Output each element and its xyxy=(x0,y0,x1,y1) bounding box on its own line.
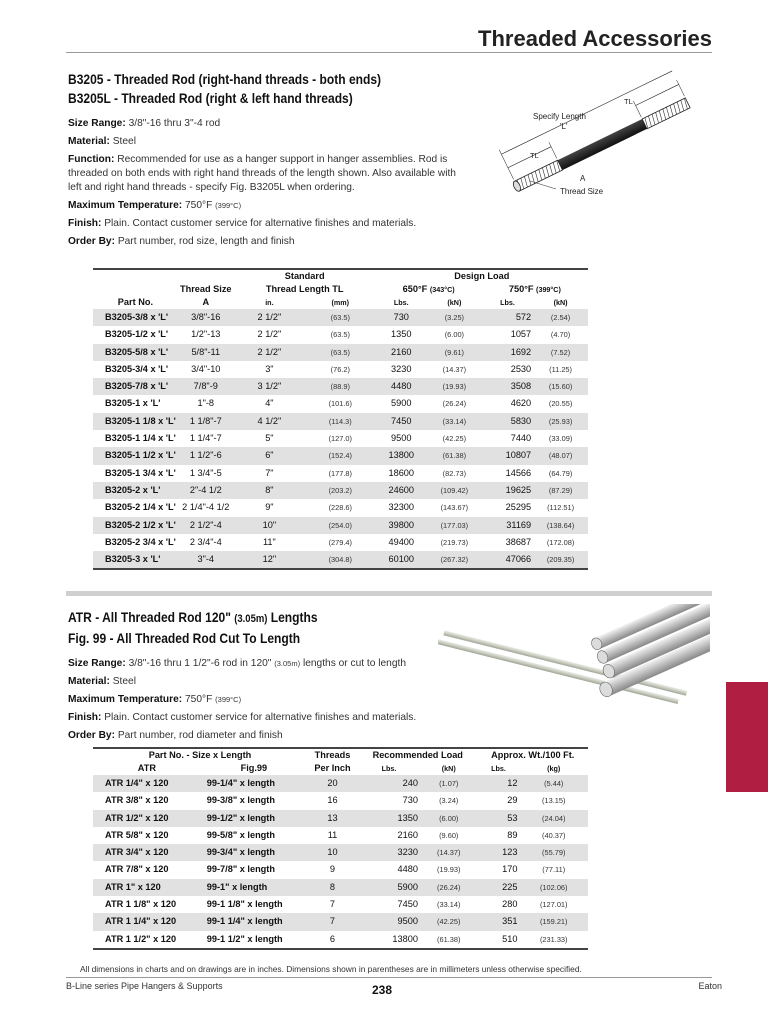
threads-header: Threads xyxy=(314,750,351,760)
weight-kg-cell: (24.04) xyxy=(519,810,588,827)
table-row xyxy=(93,326,588,343)
kn-750-header: (kN) xyxy=(553,298,568,307)
max-temp-spec: Maximum Temperature: 750°F (399°C) xyxy=(68,200,242,212)
thread-size-cell: 2 1/4"-4 1/2 xyxy=(182,502,230,513)
section2-title xyxy=(68,608,318,648)
load-750-kn-cell: (87.29) xyxy=(533,482,588,499)
footer-brand: Eaton xyxy=(698,981,722,991)
rec-load-kn-cell: (33.14) xyxy=(437,900,461,910)
table-row xyxy=(93,309,588,326)
part-number-cell: B3205-3/8 x 'L' xyxy=(93,309,178,326)
threaded-rod-diagram xyxy=(478,68,710,208)
fig99-part-cell: 99-1 1/2" x length xyxy=(206,933,283,944)
table-row xyxy=(93,378,588,395)
rec-load-kn-cell: (26.24) xyxy=(420,879,478,896)
weight-kg-cell: (13.15) xyxy=(542,796,566,806)
weight-kg-cell: (55.79) xyxy=(519,844,588,861)
table-row xyxy=(93,499,588,516)
atr-part-cell: ATR 1 1/4" x 120 xyxy=(93,913,201,930)
weight-lbs-cell: 12 xyxy=(478,775,520,792)
load-750-lbs-cell: 14566 xyxy=(505,467,532,478)
table-row xyxy=(93,861,588,878)
threads-per-inch-cell: 20 xyxy=(307,775,358,792)
rec-load-lbs-cell: 730 xyxy=(402,795,418,806)
load-650-lbs-cell: 18600 xyxy=(388,467,415,478)
weight-lbs-cell: 123 xyxy=(478,844,520,861)
approx-wt-header: Approx. Wt./100 Ft. xyxy=(491,750,575,760)
weight-kg-cell: (127.01) xyxy=(539,900,568,910)
tl-label-left: TL xyxy=(530,151,539,160)
rec-load-lbs-cell: 9500 xyxy=(358,913,420,930)
rec-load-lbs-cell: 240 xyxy=(358,775,420,792)
load-750-lbs-cell: 4620 xyxy=(510,398,532,409)
part-number-cell: B3205-2 x 'L' xyxy=(93,482,178,499)
threaded-rod-table-body xyxy=(93,309,588,569)
load-750-kn-cell: (33.09) xyxy=(548,434,573,444)
load-750-kn-cell: (64.79) xyxy=(548,468,573,478)
load-650-kn-cell: (9.61) xyxy=(427,344,482,361)
atr-max-temp-spec: Maximum Temperature: 750°F (399°C) xyxy=(68,694,242,705)
atr-material-spec: Material: Steel xyxy=(68,676,136,687)
page-title: Threaded Accessories xyxy=(478,26,712,51)
table-row xyxy=(93,482,588,499)
thread-length-in-cell: 10" xyxy=(234,517,305,534)
thread-length-mm-cell: (63.5) xyxy=(330,330,350,340)
part-number-cell: B3205-1 1/2 x 'L' xyxy=(93,447,178,464)
section1-title-line1: B3205 - Threaded Rod (right-hand threads - both ends) xyxy=(68,71,382,87)
threads-per-inch-cell: 8 xyxy=(307,879,358,896)
dimensions-footnote: All dimensions in charts and on drawings are in inches. Dimensions shown in parentheses are in millimeters unless otherwise specified. xyxy=(80,964,582,974)
table-row xyxy=(93,551,588,569)
load-650-kn-cell: (26.24) xyxy=(442,399,467,409)
load-650-lbs-cell: 3230 xyxy=(391,363,412,374)
load-750-kn-cell: (7.52) xyxy=(533,344,588,361)
table-row xyxy=(93,395,588,412)
load-750-lbs-cell: 31169 xyxy=(482,517,533,534)
rec-load-lbs-cell: 7450 xyxy=(397,899,418,910)
section1-specs xyxy=(68,117,458,253)
part-size-header: Part No. - Size x Length xyxy=(148,750,252,760)
thread-length-mm-cell: (279.4) xyxy=(328,537,352,547)
part-number-cell: B3205-1 1/8 x 'L' xyxy=(93,413,178,430)
thread-length-header: Thread Length TL xyxy=(265,284,344,294)
a-header: A xyxy=(202,297,210,307)
atr-part-cell: ATR 1 1/8" x 120 xyxy=(105,899,177,910)
load-650-kn-cell: (61.38) xyxy=(427,447,482,464)
standard-header: Standard xyxy=(284,271,325,281)
atr-header: ATR xyxy=(137,763,156,773)
table-row xyxy=(93,792,588,809)
part-no-header: Part No. xyxy=(117,297,153,307)
load-750-kn-cell: (138.64) xyxy=(533,517,588,534)
thread-size-cell: 3/4"-10 xyxy=(191,363,221,374)
load-650-lbs-cell: 49400 xyxy=(388,536,415,547)
thread-length-in-cell: 4" xyxy=(265,398,274,409)
rec-load-lbs-cell: 13800 xyxy=(392,933,418,944)
thread-length-mm-cell: (76.2) xyxy=(330,364,350,374)
fig99-part-cell: 99-1 1/8" x length xyxy=(206,899,283,910)
rec-load-header: Recommended Load xyxy=(372,750,463,760)
part-number-cell: B3205-5/8 x 'L' xyxy=(93,344,178,361)
load-750-kn-cell: (20.55) xyxy=(548,399,573,409)
load-750-lbs-cell: 47066 xyxy=(482,551,533,569)
table-row xyxy=(93,931,588,949)
fig99-part-cell: 99-1/2" x length xyxy=(201,810,307,827)
weight-lbs-cell: 280 xyxy=(502,899,518,910)
table-row xyxy=(93,344,588,361)
atr-part-cell: ATR 3/4" x 120 xyxy=(93,844,201,861)
load-650-lbs-cell: 60100 xyxy=(376,551,427,569)
thread-length-mm-cell: (127.0) xyxy=(328,434,352,444)
thread-length-in-cell: 4 1/2" xyxy=(234,413,305,430)
table-row xyxy=(93,827,588,844)
size-range-spec: Size Range: 3/8"-16 thru 3"-4 rod xyxy=(68,118,221,129)
load-650-lbs-cell: 39800 xyxy=(376,517,427,534)
all-threaded-rod-table-body xyxy=(93,775,588,949)
rec-load-kn-cell: (14.37) xyxy=(420,844,478,861)
function-spec: Function: Recommended for use as a hanger support in hanger assemblies. Rod is threaded on both ends with right hand threads of the length shown. Also available with left and right hand threads - specify Fig. B3205L when ordering. xyxy=(68,154,456,194)
table-row xyxy=(93,896,588,913)
thread-length-mm-cell: (228.6) xyxy=(328,503,352,513)
load-750-lbs-cell: 25295 xyxy=(505,502,532,513)
part-number-cell: B3205-2 1/4 x 'L' xyxy=(105,502,176,513)
wt-lbs-header: Lbs. xyxy=(491,764,506,773)
thread-length-in-cell: 2 1/2" xyxy=(234,309,305,326)
thread-length-in-cell: 12" xyxy=(234,551,305,569)
thread-size-cell: 3"-4 xyxy=(178,551,234,569)
load-750-kn-cell: (2.54) xyxy=(533,309,588,326)
thread-size-cell: 1 3/4"-5 xyxy=(189,467,222,478)
atr-part-cell: ATR 7/8" x 120 xyxy=(105,864,169,875)
load-750-lbs-cell: 1692 xyxy=(482,344,533,361)
thread-length-mm-cell: (88.9) xyxy=(305,378,376,395)
thread-length-in-cell: 11" xyxy=(262,536,276,547)
load-650-lbs-cell: 24600 xyxy=(376,482,427,499)
thread-size-cell: 5/8"-11 xyxy=(178,344,234,361)
thread-length-in-cell: 5" xyxy=(265,433,274,444)
thread-size-cell: 1"-8 xyxy=(197,398,215,409)
thread-length-mm-cell: (152.4) xyxy=(305,447,376,464)
load-750-kn-cell: (48.07) xyxy=(533,447,588,464)
table-row xyxy=(93,844,588,861)
thread-size-header: Thread Size xyxy=(179,284,232,294)
threads-per-inch-cell: 7 xyxy=(307,913,358,930)
weight-kg-cell: (102.06) xyxy=(519,879,588,896)
thread-size-cell: 2 3/4"-4 xyxy=(189,536,222,547)
load-750-kn-cell: (15.60) xyxy=(533,378,588,395)
lbs-header: Lbs. xyxy=(381,764,397,773)
load-650-lbs-cell: 13800 xyxy=(376,447,427,464)
threads-per-inch-cell: 10 xyxy=(307,844,358,861)
load-650-kn-cell: (42.25) xyxy=(442,434,467,444)
rec-load-kn-cell: (19.93) xyxy=(437,865,461,875)
atr-part-cell: ATR 3/8" x 120 xyxy=(105,795,169,806)
load-750-lbs-cell: 38687 xyxy=(505,536,532,547)
load-650-kn-cell: (19.93) xyxy=(427,378,482,395)
threads-per-inch-cell: 9 xyxy=(329,864,336,875)
fig99-part-cell: 99-1" x length xyxy=(201,879,307,896)
section1-title-line2: B3205L - Threaded Rod (right & left hand threads) xyxy=(68,90,353,106)
table-row xyxy=(93,413,588,430)
weight-lbs-cell: 351 xyxy=(478,913,520,930)
fig99-part-cell: 99-1/4" x length xyxy=(201,775,307,792)
table-row xyxy=(93,465,588,482)
fig99-part-cell: 99-3/4" x length xyxy=(201,844,307,861)
weight-kg-cell: (5.44) xyxy=(519,775,588,792)
load-650-kn-cell: (14.37) xyxy=(442,364,467,374)
thread-length-in-cell: 2 1/2" xyxy=(257,329,282,340)
weight-kg-cell: (159.21) xyxy=(519,913,588,930)
in-header: in. xyxy=(265,298,274,307)
thread-size-cell: 2 1/2"-4 xyxy=(178,517,234,534)
table-row xyxy=(93,361,588,378)
thread-length-mm-cell: (254.0) xyxy=(305,517,376,534)
footer-divider xyxy=(66,977,712,978)
load-750-kn-cell: (112.51) xyxy=(547,503,575,513)
load-750-kn-cell: (172.08) xyxy=(546,537,575,547)
rec-load-lbs-cell: 5900 xyxy=(358,879,420,896)
weight-kg-cell: (40.37) xyxy=(542,830,566,840)
load-650-lbs-cell: 5900 xyxy=(391,398,412,409)
thread-length-mm-cell: (114.3) xyxy=(305,413,376,430)
thread-length-mm-cell: (304.8) xyxy=(305,551,376,569)
rec-load-lbs-cell: 4480 xyxy=(397,864,418,875)
specify-length-label-2: 'L' xyxy=(560,122,568,131)
part-number-cell: B3205-3/4 x 'L' xyxy=(105,363,169,374)
design-load-header: Design Load xyxy=(454,271,510,281)
a-label: A xyxy=(580,174,586,183)
specify-length-label-1: Specify Length xyxy=(533,112,586,121)
thread-length-in-cell: 8" xyxy=(234,482,305,499)
rec-load-kn-cell: (3.24) xyxy=(439,796,459,806)
thread-size-label: Thread Size xyxy=(560,187,604,196)
load-750-kn-cell: (11.25) xyxy=(549,364,573,374)
all-threaded-rod-table xyxy=(93,747,588,950)
part-number-cell: B3205-1 1/4 x 'L' xyxy=(105,433,176,444)
thread-length-in-cell: 6" xyxy=(234,447,305,464)
thread-length-in-cell: 9" xyxy=(265,502,274,513)
thread-length-in-cell: 3" xyxy=(265,363,274,374)
section-separator xyxy=(66,591,712,596)
thread-length-mm-cell: (177.8) xyxy=(328,468,352,478)
thread-size-cell: 1/2"-13 xyxy=(191,329,221,340)
page-number: 238 xyxy=(372,983,393,997)
load-750-lbs-cell: 19625 xyxy=(482,482,533,499)
load-650-kn-cell: (6.00) xyxy=(444,330,465,340)
fig99-part-cell: 99-7/8" x length xyxy=(206,864,275,875)
load-750-lbs-cell: 3508 xyxy=(482,378,533,395)
rec-load-kn-cell: (1.07) xyxy=(420,775,478,792)
section2-specs xyxy=(68,657,448,747)
weight-lbs-cell: 29 xyxy=(507,795,518,806)
lbs-750-header: Lbs. xyxy=(500,298,515,307)
load-650-kn-cell: (267.32) xyxy=(427,551,482,569)
load-750-kn-cell: (4.70) xyxy=(550,330,571,340)
load-650-kn-cell: (82.73) xyxy=(442,468,467,478)
part-number-cell: B3205-1/2 x 'L' xyxy=(105,329,169,340)
part-number-cell: B3205-2 1/2 x 'L' xyxy=(93,517,178,534)
table-row xyxy=(93,447,588,464)
part-number-cell: B3205-2 3/4 x 'L' xyxy=(105,536,176,547)
section2-title-line2: Fig. 99 - All Threaded Rod Cut To Length xyxy=(68,630,301,646)
thread-size-cell: 1 1/4"-7 xyxy=(189,433,222,444)
load-750-lbs-cell: 572 xyxy=(482,309,533,326)
load-650-lbs-cell: 9500 xyxy=(391,433,412,444)
thread-size-cell: 1 1/2"-6 xyxy=(178,447,234,464)
fig99-header: Fig.99 xyxy=(240,763,268,773)
atr-part-cell: ATR 1/2" x 120 xyxy=(93,810,201,827)
load-650-lbs-cell: 4480 xyxy=(376,378,427,395)
load-650-kn-cell: (177.03) xyxy=(427,517,482,534)
load-650-kn-cell: (109.42) xyxy=(427,482,482,499)
temp-650-header: 650°F (343°C) xyxy=(402,284,455,294)
thread-size-cell: 2"-4 1/2 xyxy=(178,482,234,499)
rec-load-kn-cell: (9.60) xyxy=(439,830,459,840)
header-divider xyxy=(66,52,712,53)
load-750-kn-cell: (209.35) xyxy=(533,551,588,569)
thread-size-cell: 1 1/8"-7 xyxy=(178,413,234,430)
atr-size-range-spec: Size Range: 3/8"-16 thru 1 1/2"-6 rod in 120" (3.05m) lengths or cut to length xyxy=(68,658,407,669)
load-750-lbs-cell: 1057 xyxy=(510,329,532,340)
atr-part-cell: ATR 1 1/2" x 120 xyxy=(105,933,177,944)
thread-length-mm-cell: (101.6) xyxy=(328,399,352,409)
temp-750-header: 750°F (399°C) xyxy=(508,284,561,294)
load-650-kn-cell: (3.25) xyxy=(427,309,482,326)
part-number-cell: B3205-3 x 'L' xyxy=(93,551,178,569)
part-number-cell: B3205-1 x 'L' xyxy=(105,398,161,409)
per-inch-header: Per Inch xyxy=(314,763,351,773)
table-row xyxy=(93,810,588,827)
lbs-650-header: Lbs. xyxy=(393,298,409,307)
kn-header: (kN) xyxy=(441,764,456,773)
table-row xyxy=(93,430,588,447)
weight-kg-cell: (231.33) xyxy=(539,934,568,944)
threaded-rod-table xyxy=(93,268,588,570)
load-750-lbs-cell: 5830 xyxy=(482,413,533,430)
mm-header: (mm) xyxy=(331,298,350,307)
table-row xyxy=(93,517,588,534)
fig99-part-cell: 99-1 1/4" x length xyxy=(201,913,307,930)
atr-part-cell: ATR 1/4" x 120 xyxy=(93,775,201,792)
section2-title-line1: ATR - All Threaded Rod 120" (3.05m) Lengths xyxy=(68,609,318,625)
rec-load-lbs-cell: 3230 xyxy=(358,844,420,861)
table-row xyxy=(93,534,588,551)
threads-per-inch-cell: 7 xyxy=(329,899,336,910)
tl-label-top: TL xyxy=(624,97,633,106)
thread-size-cell: 3/8"-16 xyxy=(178,309,234,326)
load-650-kn-cell: (219.73) xyxy=(440,537,469,547)
rec-load-lbs-cell: 2160 xyxy=(397,829,418,840)
thread-length-mm-cell: (203.2) xyxy=(305,482,376,499)
atr-part-cell: ATR 5/8" x 120 xyxy=(105,829,169,840)
load-750-lbs-cell: 2530 xyxy=(510,363,532,374)
load-650-lbs-cell: 1350 xyxy=(391,329,412,340)
rec-load-lbs-cell: 1350 xyxy=(358,810,420,827)
footer-series-name: B-Line series Pipe Hangers & Supports xyxy=(66,981,223,991)
table-row xyxy=(93,879,588,896)
load-750-lbs-cell: 10807 xyxy=(482,447,533,464)
thread-length-in-cell: 2 1/2" xyxy=(234,344,305,361)
finish-spec: Finish: Plain. Contact customer service for alternative finishes and materials. xyxy=(68,218,417,230)
threads-per-inch-cell: 11 xyxy=(327,829,338,840)
weight-kg-cell: (77.11) xyxy=(542,865,566,875)
atr-order-by-spec: Order By: Part number, rod diameter and finish xyxy=(68,730,283,741)
order-by-spec: Order By: Part number, rod size, length and finish xyxy=(68,236,295,248)
load-650-kn-cell: (143.67) xyxy=(440,503,469,513)
kg-header: (kg) xyxy=(547,764,561,773)
section-side-tab[interactable] xyxy=(726,682,768,792)
load-650-lbs-cell: 32300 xyxy=(388,502,415,513)
section1-title xyxy=(68,70,381,108)
load-650-lbs-cell: 7450 xyxy=(376,413,427,430)
table-row xyxy=(93,775,588,792)
thread-length-mm-cell: (63.5) xyxy=(305,309,376,326)
threads-per-inch-cell: 16 xyxy=(327,795,338,806)
rec-load-kn-cell: (6.00) xyxy=(420,810,478,827)
weight-lbs-cell: 510 xyxy=(502,933,518,944)
load-650-lbs-cell: 2160 xyxy=(376,344,427,361)
fig99-part-cell: 99-3/8" x length xyxy=(206,795,275,806)
rec-load-kn-cell: (61.38) xyxy=(437,934,461,944)
thread-length-mm-cell: (63.5) xyxy=(305,344,376,361)
thread-size-cell: 7/8"-9 xyxy=(178,378,234,395)
load-650-lbs-cell: 730 xyxy=(376,309,427,326)
load-750-kn-cell: (25.93) xyxy=(533,413,588,430)
atr-finish-spec: Finish: Plain. Contact customer service for alternative finishes and materials. xyxy=(68,712,417,723)
part-number-cell: B3205-1 3/4 x 'L' xyxy=(105,467,176,478)
weight-lbs-cell: 225 xyxy=(478,879,520,896)
thread-length-in-cell: 3 1/2" xyxy=(234,378,305,395)
kn-650-header: (kN) xyxy=(447,298,462,307)
atr-part-cell: ATR 1" x 120 xyxy=(93,879,201,896)
table-row xyxy=(93,913,588,930)
fig99-part-cell: 99-5/8" x length xyxy=(206,829,275,840)
material-spec: Material: Steel xyxy=(68,136,136,147)
weight-lbs-cell: 53 xyxy=(478,810,520,827)
all-threaded-rod-image xyxy=(438,604,710,744)
weight-lbs-cell: 89 xyxy=(507,829,518,840)
thread-length-in-cell: 7" xyxy=(265,467,274,478)
weight-lbs-cell: 170 xyxy=(502,864,518,875)
threads-per-inch-cell: 13 xyxy=(307,810,358,827)
load-750-lbs-cell: 7440 xyxy=(510,433,532,444)
rec-load-kn-cell: (42.25) xyxy=(420,913,478,930)
part-number-cell: B3205-7/8 x 'L' xyxy=(93,378,178,395)
threads-per-inch-cell: 6 xyxy=(329,933,336,944)
load-650-kn-cell: (33.14) xyxy=(427,413,482,430)
